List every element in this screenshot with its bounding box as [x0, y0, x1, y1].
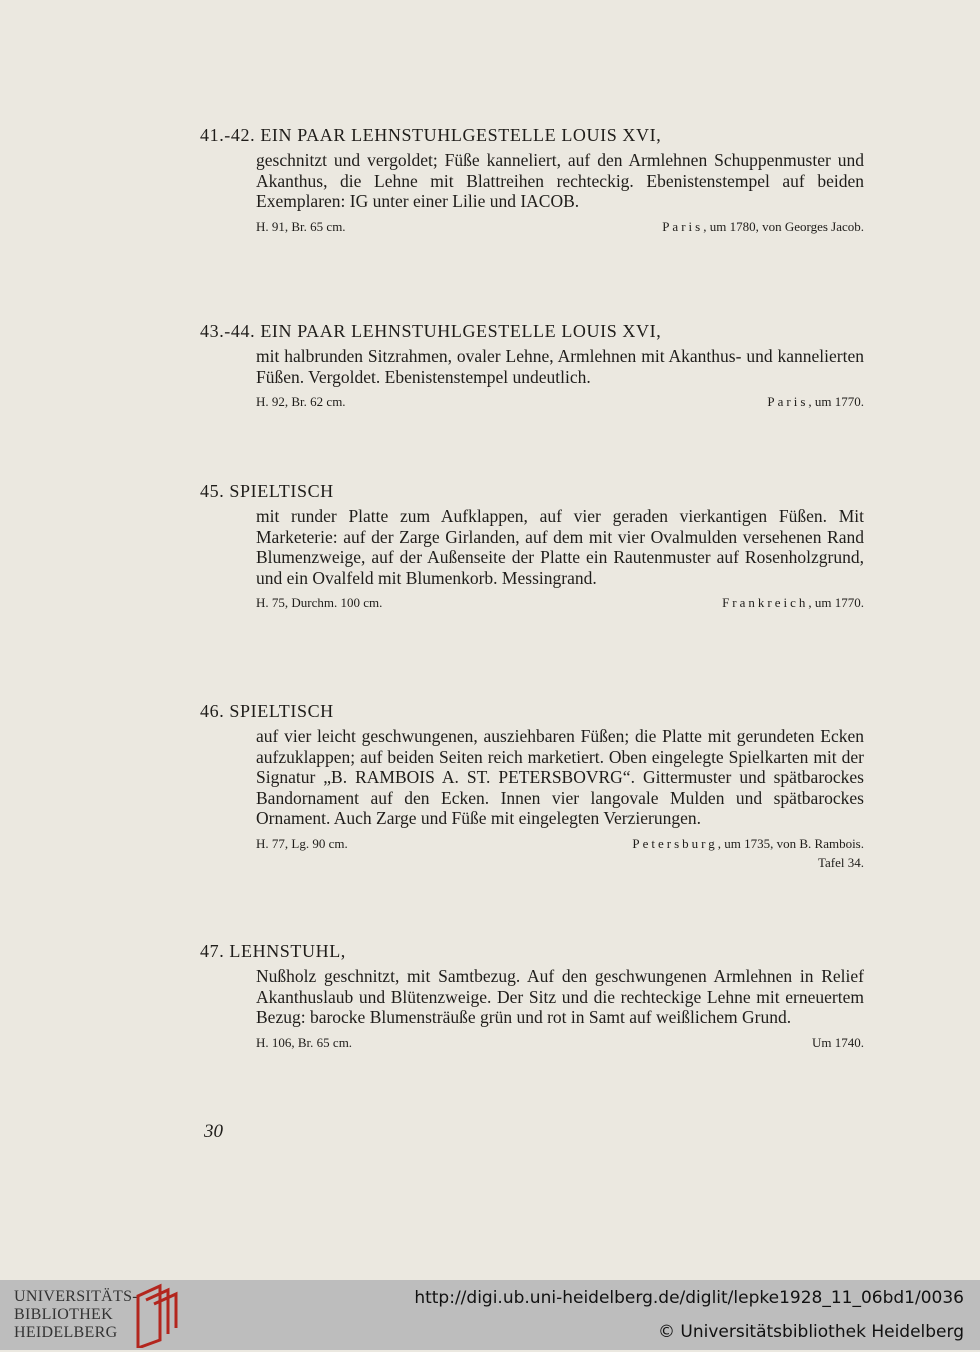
library-logo-icon[interactable]: [128, 1282, 182, 1352]
entry-date: Um 1740.: [812, 1034, 864, 1050]
entry-description: mit halbrunden Sitzrahmen, ovaler Lehne, Armlehnen mit Akanthus- und kannelierten Füßen. Vergoldet. Ebenistenstempel undeutlich.: [256, 346, 864, 387]
entry-description: auf vier leicht geschwungenen, ausziehbaren Füßen; die Platte mit gerundeten Ecken aufzuklappen; auf beiden Seiten reich marketiert. Oben eingelegte Spielkarten mit der Signatur „B. RAMBOIS A. ST. PETERSBOVRG“. Gittermuster und spätbarockes Bandornament auf den Ecken. Innen vier langovale Mulden und spätbarockes Ornament. Auch Zarge und Füße mit eingelegten Verzierungen.: [256, 726, 864, 829]
entry-date: , um 1735, von B. Rambois.: [717, 835, 864, 851]
entry-dimensions: H. 91, Br. 65 cm.: [256, 218, 346, 234]
entry-number: 47.: [200, 941, 225, 961]
entry-origin: [722, 594, 864, 612]
entry-title: SPIELTISCH: [229, 481, 334, 501]
entry-heading: [200, 320, 864, 342]
entry-dimensions: H. 75, Durchm. 100 cm.: [256, 595, 383, 611]
page-number: 30: [204, 1121, 223, 1142]
entry-number: 43.-44.: [200, 321, 256, 341]
entry-number: 45.: [200, 481, 225, 501]
entry-title: EIN PAAR LEHNSTUHLGESTELLE LOUIS XVI,: [260, 321, 662, 341]
entry-meta: [256, 393, 864, 411]
entry-plate-reference: Tafel 34.: [817, 854, 864, 870]
entry-origin: [632, 835, 864, 853]
entry-date: , um 1770.: [808, 394, 864, 410]
entry-dimensions: H. 77, Lg. 90 cm.: [256, 835, 348, 851]
catalog-entry-46: [200, 700, 864, 872]
catalog-entry-43-44: [200, 320, 864, 411]
entry-description: geschnitzt und vergoldet; Füße kanneliert, auf den Armlehnen Schuppenmuster und Akanthus, die Lehne mit Blattreihen rechteckig. Ebenistenstempel auf beiden Exemplaren: IG unter einer Lilie und IACOB.: [256, 150, 864, 212]
entry-place: Paris: [767, 394, 809, 410]
entry-title: EIN PAAR LEHNSTUHLGESTELLE LOUIS XVI,: [260, 125, 662, 145]
digitization-footer: [0, 1280, 980, 1350]
entry-meta: [256, 1034, 864, 1052]
entry-date: , um 1780, von Georges Jacob.: [703, 218, 864, 234]
entry-place: Petersburg: [632, 835, 718, 851]
copyright-notice: © Universitätsbibliothek Heidelberg: [657, 1322, 964, 1342]
entry-place: Paris: [662, 218, 704, 234]
library-name-line: UNIVERSITÄTS-: [14, 1288, 138, 1305]
catalog-entry-41-42: [200, 124, 864, 236]
entry-title: LEHNSTUHL,: [229, 941, 346, 961]
entry-origin: [662, 218, 864, 236]
entry-description: Nußholz geschnitzt, mit Samtbezug. Auf den geschwungenen Armlehnen in Relief Akanthuslaub und Blütenzweige. Der Sitz und die rechteckige Lehne mit erneuertem Bezug: barocke Blumensträuße grün und rot in Samt auf weißlichem Grund.: [256, 966, 864, 1028]
catalog-entry-47: [200, 940, 864, 1052]
permalink-url[interactable]: http://digi.ub.uni-heidelberg.de/diglit/lepke1928_11_06bd1/0036: [414, 1288, 964, 1308]
entry-number: 46.: [200, 701, 225, 721]
entry-description: mit runder Platte zum Aufklappen, auf vier geraden vierkantigen Füßen. Mit Marketerie: auf der Zarge Girlanden, auf dem mit vier Ovalmulden versehenen Rand Blumenzweige, auf der Außenseite der Platte ein Rautenmuster auf Rosenholzgrund, und ein Ovalfeld mit Blumenkorb. Messingrand.: [256, 506, 864, 588]
library-name[interactable]: [14, 1288, 138, 1342]
entry-origin: [812, 1034, 864, 1052]
entry-title: SPIELTISCH: [229, 701, 334, 721]
entry-date: , um 1770.: [808, 595, 864, 611]
catalog-entry-45: [200, 480, 864, 612]
entry-meta: [256, 835, 864, 853]
library-name-line: HEIDELBERG: [14, 1324, 118, 1341]
entry-meta: [256, 218, 864, 236]
entry-heading: [200, 124, 864, 146]
entry-place: Frankreich: [722, 595, 809, 611]
entry-number: 41.-42.: [200, 125, 256, 145]
entry-dimensions: H. 92, Br. 62 cm.: [256, 394, 346, 410]
entry-heading: [200, 480, 864, 502]
entry-meta: [256, 594, 864, 612]
entry-heading: [200, 940, 864, 962]
entry-dimensions: H. 106, Br. 65 cm.: [256, 1034, 353, 1050]
entry-origin: [767, 393, 864, 411]
entry-heading: [200, 700, 864, 722]
library-name-line: BIBLIOTHEK: [14, 1306, 113, 1323]
